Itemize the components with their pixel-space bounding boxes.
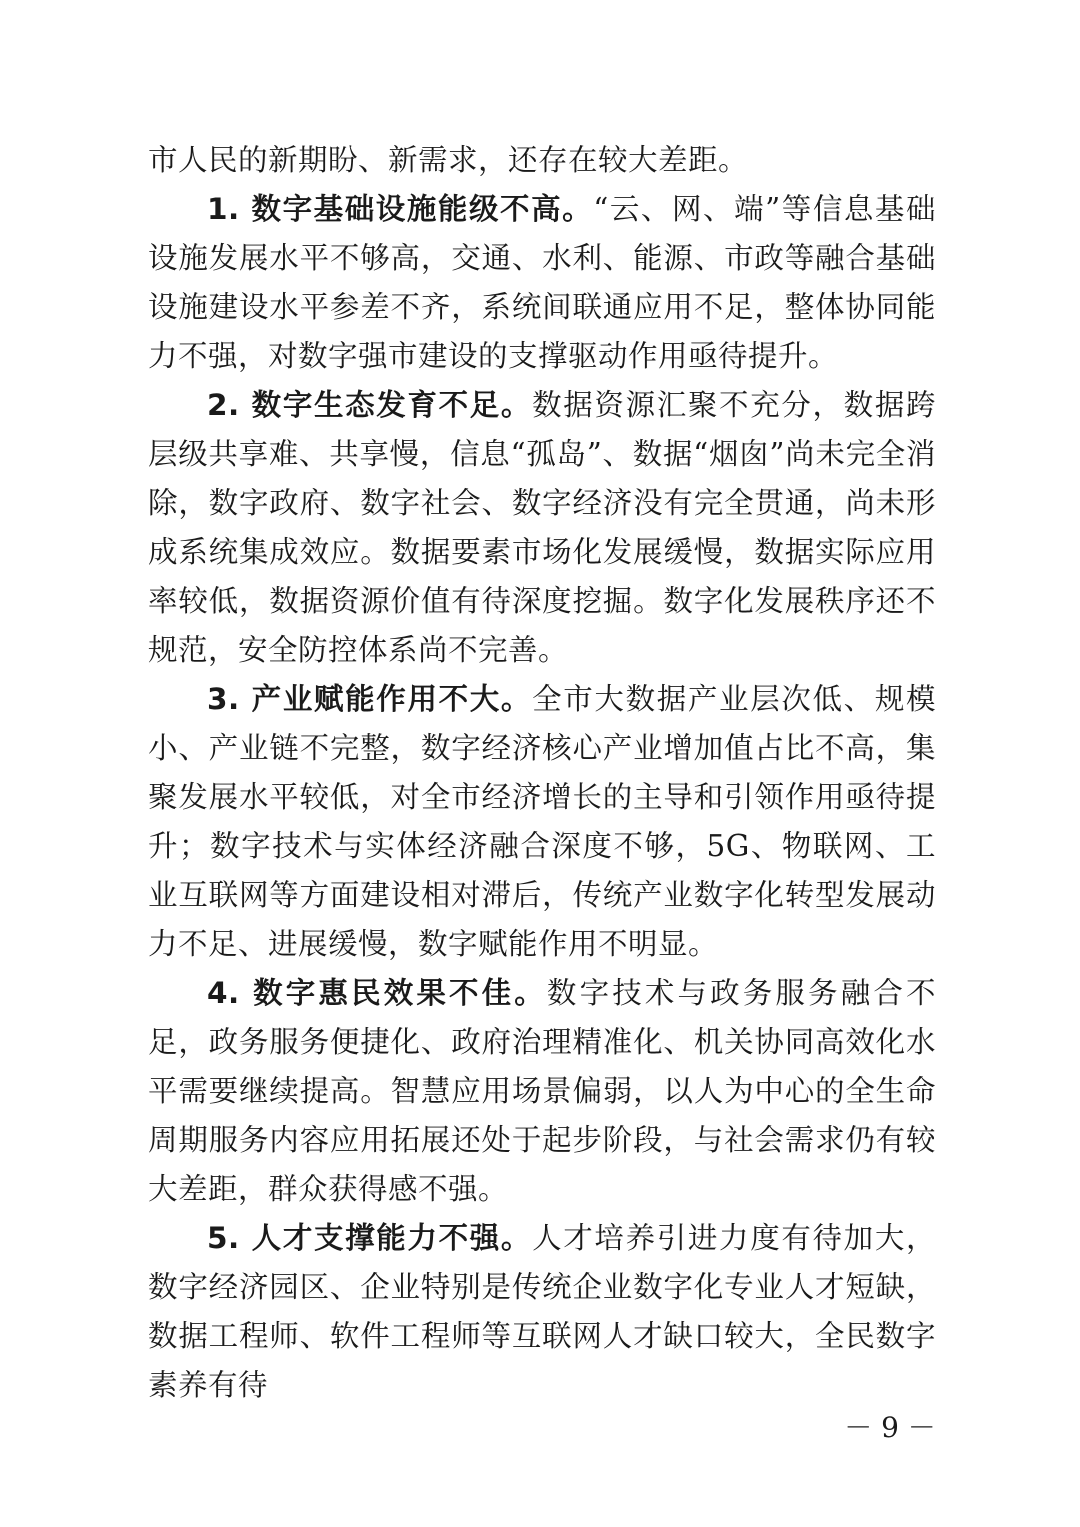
- item-2-body: 数据资源汇聚不充分，数据跨层级共享难、共享慢，信息“孤岛”、数据“烟囱”尚未完全消除，数字政府、数字社会、数字经济没有完全贯通，尚未形成系统集成效应。数据要素市场化发展缓慢，数据实际应用率较低，数据资源价值有待深度挖掘。数字化发展秩序还不规范，安全防控体系尚不完善。: [148, 388, 936, 667]
- list-item-5: [148, 1214, 936, 1410]
- page-number: － 9 －: [844, 1411, 936, 1444]
- item-5-body: 人才培养引进力度有待加大，数字经济园区、企业特别是传统企业数字化专业人才短缺，数据工程师、软件工程师等互联网人才缺口较大，全民数字素养有待: [148, 1221, 936, 1402]
- list-item-4: [148, 969, 936, 1214]
- item-3-body: 全市大数据产业层次低、规模小、产业链不完整，数字经济核心产业增加值占比不高，集聚发展水平较低，对全市经济增长的主导和引领作用亟待提升；数字技术与实体经济融合深度不够，5G、物联网、工业互联网等方面建设相对滞后，传统产业数字化转型发展动力不足、进展缓慢，数字赋能作用不明显。: [148, 682, 936, 961]
- document-body: [148, 136, 936, 1410]
- item-3-heading: 3. 产业赋能作用不大。: [207, 682, 533, 716]
- list-item-3: [148, 675, 936, 969]
- item-4-heading: 4. 数字惠民效果不佳。: [207, 976, 547, 1010]
- item-4-body: 数字技术与政务服务融合不足，政务服务便捷化、政府治理精准化、机关协同高效化水平需要继续提高。智慧应用场景偏弱，以人为中心的全生命周期服务内容应用拓展还处于起步阶段，与社会需求仍有较大差距，群众获得感不强。: [148, 976, 936, 1206]
- item-1-body: “云、网、端”等信息基础设施发展水平不够高，交通、水利、能源、市政等融合基础设施建设水平参差不齐，系统间联通应用不足，整体协同能力不强，对数字强市建设的支撑驱动作用亟待提升。: [148, 192, 936, 373]
- item-1-heading: 1. 数字基础设施能级不高。: [207, 192, 594, 226]
- item-5-heading: 5. 人才支撑能力不强。: [207, 1221, 533, 1255]
- list-item-2: [148, 381, 936, 675]
- opening-line: 市人民的新期盼、新需求，还存在较大差距。: [148, 143, 749, 177]
- item-2-heading: 2. 数字生态发育不足。: [207, 388, 533, 422]
- list-item-1: [148, 185, 936, 381]
